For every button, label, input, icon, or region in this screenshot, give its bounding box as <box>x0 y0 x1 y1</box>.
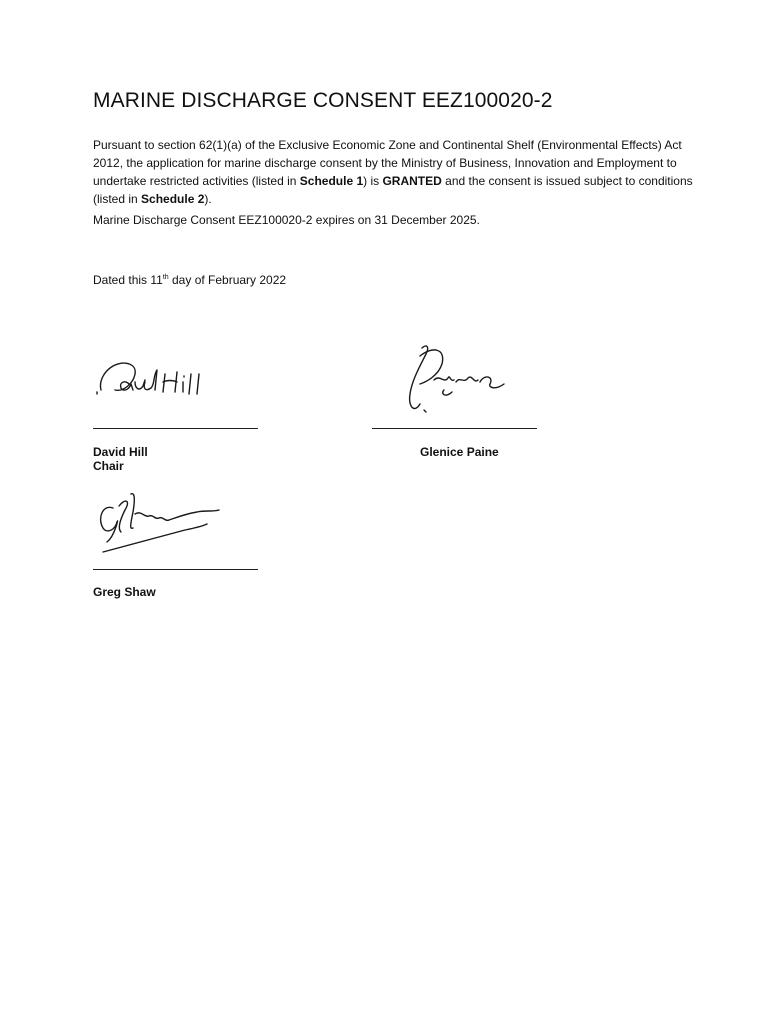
granted-status: GRANTED <box>382 174 442 188</box>
schedule-1-ref: Schedule 1 <box>299 174 364 188</box>
signature-line-greg-shaw <box>93 569 258 570</box>
signature-line-david-hill <box>93 428 258 429</box>
statement-text-1: Pursuant to section 62(1)(a) of the Exclusive Economic Zone and Continental Shelf (Environmental Effects) Act 2012, the application for marine discharge consent by the Ministry of Business, Innovation and Employment to undertake restricted activities (listed in <box>93 138 682 188</box>
signature-david-hill <box>95 352 235 407</box>
consent-statement <box>93 136 693 208</box>
signature-line-glenice-paine <box>372 428 537 429</box>
dated-rest: day of February 2022 <box>168 273 287 287</box>
dated-ordinal-suffix: th <box>162 274 169 281</box>
expiry-statement: Marine Discharge Consent EEZ100020-2 expires on 31 December 2025. <box>93 213 480 227</box>
signatory-name-greg-shaw: Greg Shaw <box>93 585 156 599</box>
statement-text-2: ) is <box>363 174 383 188</box>
statement-text-4: ). <box>204 192 212 206</box>
dated-prefix: Dated this 11 <box>93 273 163 287</box>
signatory-name-glenice-paine: Glenice Paine <box>420 445 499 459</box>
signatory-role-chair: Chair <box>93 459 124 473</box>
dated-line <box>93 271 693 289</box>
signatory-name-david-hill: David Hill <box>93 445 148 459</box>
signature-glenice-paine <box>400 340 520 420</box>
statement-text-3: and the consent is issued subject to conditions (listed in <box>93 174 693 206</box>
schedule-2-ref: Schedule 2 <box>141 192 205 206</box>
signature-greg-shaw <box>95 488 225 558</box>
document-title: MARINE DISCHARGE CONSENT EEZ100020-2 <box>93 89 553 112</box>
